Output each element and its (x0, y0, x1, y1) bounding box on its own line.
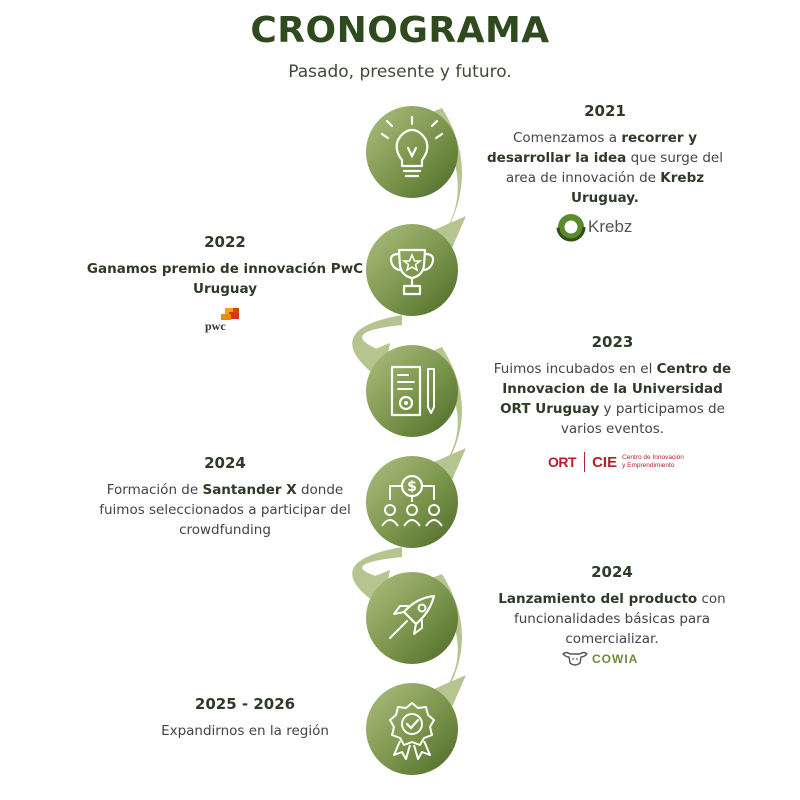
milestone-description (490, 359, 735, 439)
highlight-text: Lanzamiento del producto (498, 591, 698, 607)
milestone-description (110, 721, 380, 741)
krebz-logo (556, 212, 632, 242)
highlight-text: Santander X (202, 482, 297, 498)
milestone-2024-santander (90, 454, 360, 540)
milestone-2023 (490, 333, 735, 439)
text-run: Expandirnos en la región (161, 723, 329, 739)
milestone-2025-2026 (110, 695, 380, 741)
text-run: Comenzamos a (512, 130, 622, 146)
krebz-logo-mark (556, 212, 586, 242)
pwc-logo (205, 306, 245, 334)
highlight-text: Ganamos premio de innovación PwC Uruguay (86, 261, 364, 297)
milestone-2024-launch (478, 563, 746, 649)
highlight-text: Centro de Innovacion de la Universidad ORT Uruguay (500, 361, 732, 417)
text-run: y participamos de varios eventos. (560, 401, 725, 437)
logo-divider (584, 452, 585, 472)
text-run: que surge del area de innovación de (505, 150, 723, 186)
milestone-year: 2024 (204, 454, 246, 472)
page-title: CRONOGRAMA (250, 10, 550, 51)
milestone-description (478, 589, 746, 649)
milestone-year: 2022 (204, 233, 246, 251)
cie-logo-line: y Emprendimiento (622, 462, 675, 469)
pwc-logo-text: pwc (205, 319, 226, 333)
milestone-circle (366, 224, 458, 316)
milestone-year: 2023 (591, 333, 634, 351)
milestone-year: 2025 - 2026 (194, 695, 296, 713)
page-subtitle: Pasado, presente y futuro. (288, 62, 512, 82)
milestone-2021 (480, 102, 730, 208)
milestone-description (80, 259, 370, 299)
text-run: con funcionalidades básicas para comercializar. (514, 591, 726, 647)
ort-logo-text: ORT (548, 454, 577, 470)
milestone-circle (366, 456, 458, 548)
cow-icon (560, 649, 590, 669)
cie-logo-text: CIE (592, 453, 618, 471)
milestone-description (90, 480, 360, 540)
text-run: donde fuimos seleccionados a participar del crowdfunding (99, 482, 351, 538)
krebz-logo-text: Krebz (588, 217, 633, 236)
cowia-logo-text: COWIA (592, 652, 639, 666)
milestone-description (480, 128, 730, 208)
text-run: Formación de (106, 482, 203, 498)
ort-cie-logo (548, 450, 684, 474)
cie-logo-subtext (622, 454, 684, 470)
text-run: Fuimos incubados en el (493, 361, 657, 377)
cie-logo-line: Centro de Innovación (622, 454, 684, 461)
milestone-circle (366, 572, 458, 664)
highlight-text: Krebz Uruguay. (571, 170, 705, 206)
highlight-text: recorrer y desarrollar la idea (487, 130, 698, 166)
milestone-2022 (80, 233, 370, 299)
svg-text:$: $ (407, 479, 417, 495)
milestone-year: 2024 (591, 563, 633, 581)
milestone-circle (366, 106, 458, 198)
cowia-logo (560, 648, 638, 670)
milestone-year: 2021 (584, 102, 626, 120)
milestone-circle (366, 345, 458, 437)
